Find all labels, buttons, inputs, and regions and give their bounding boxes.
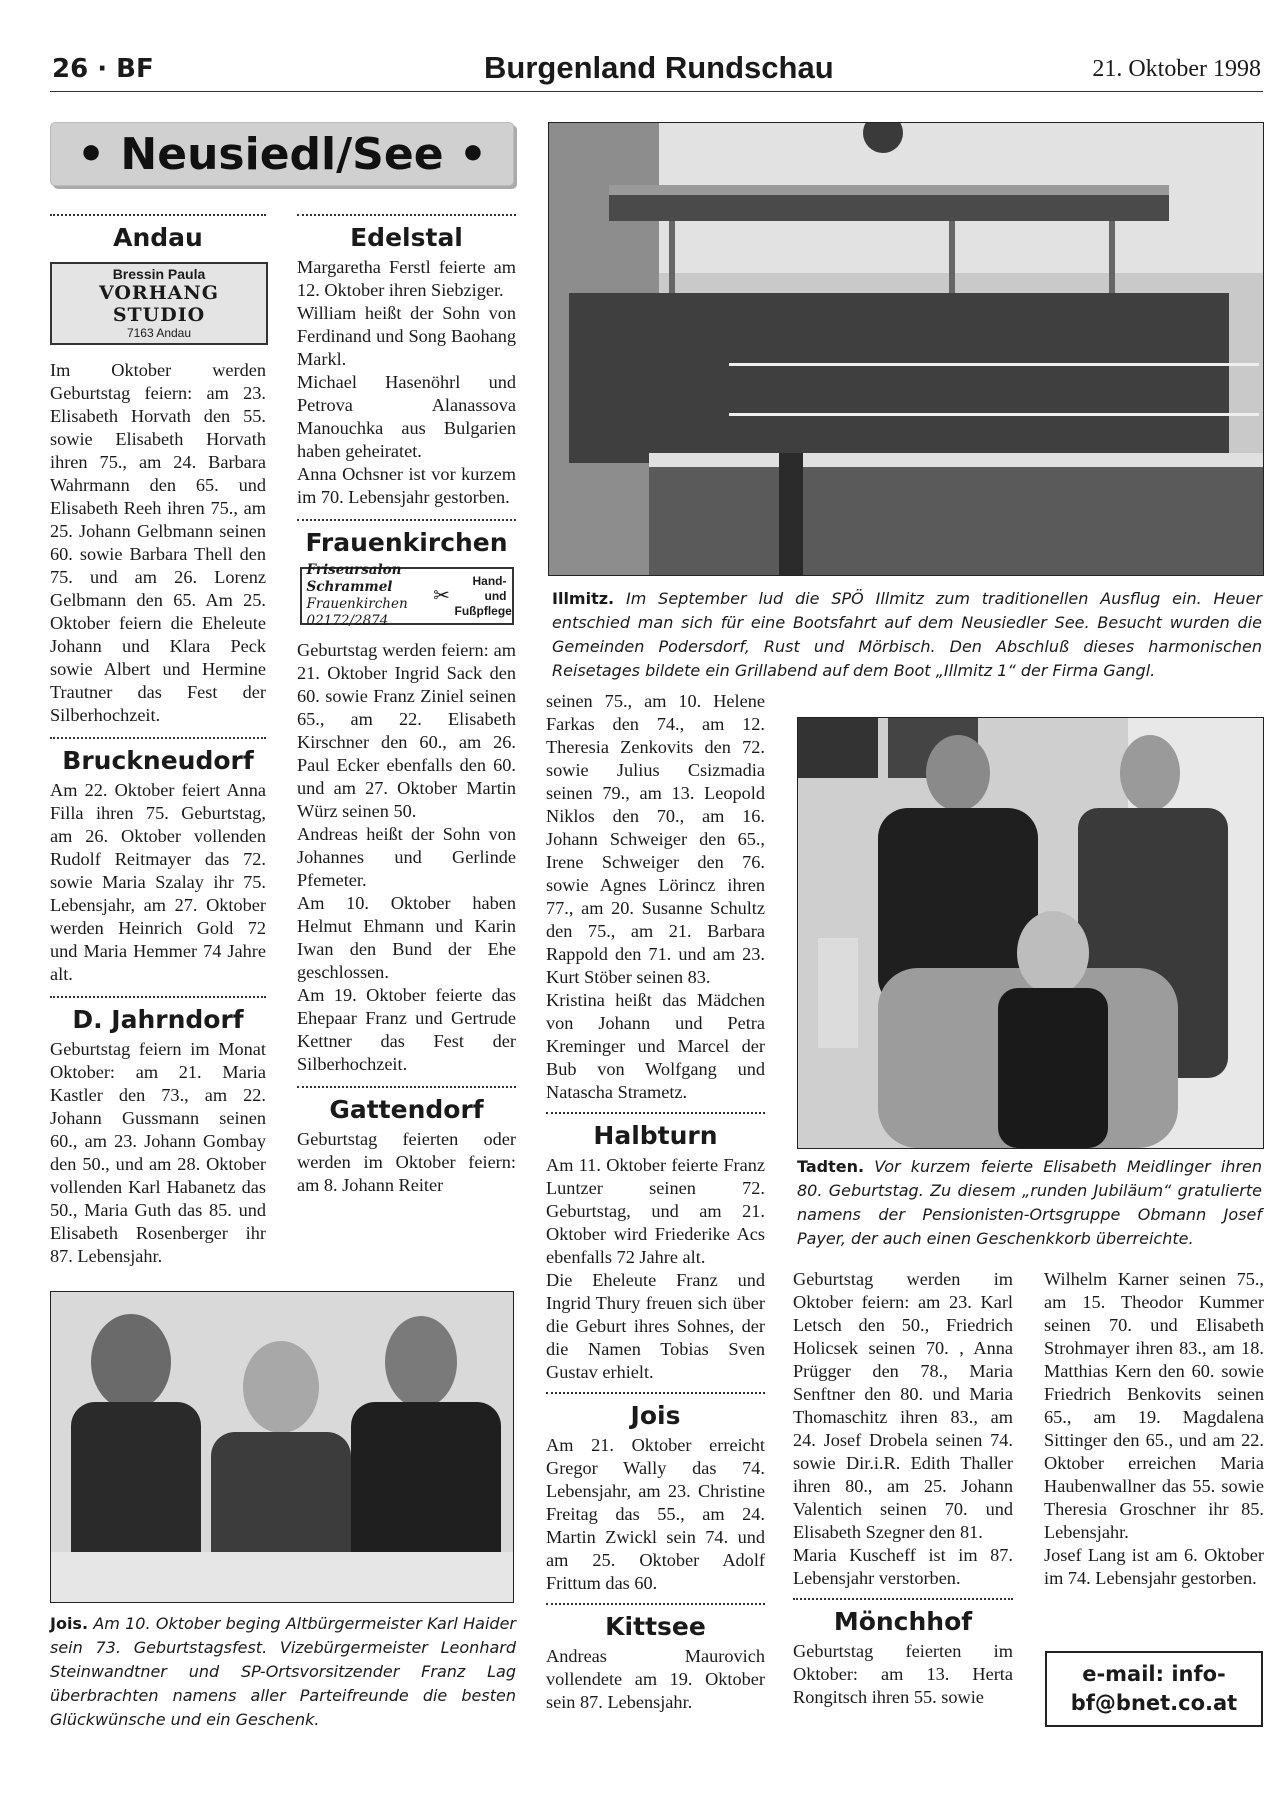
column-3 bbox=[546, 690, 765, 1714]
portrait-illustration bbox=[798, 718, 1263, 1148]
gattendorf-text: Geburtstag feierten oder werden im Oktober feiern: am 8. Johann Reiter bbox=[297, 1129, 516, 1195]
heading-gattendorf: Gattendorf bbox=[329, 1095, 484, 1124]
heading-d-jahrndorf: D. Jahrndorf bbox=[72, 1005, 244, 1034]
newspaper-title: Burgenland Rundschau bbox=[484, 50, 834, 85]
section-divider bbox=[546, 1392, 765, 1394]
edelstal-p1: Margaretha Ferstl feierte am 12. Oktober ihren Siebziger. bbox=[297, 257, 516, 300]
andau-text: Im Oktober werden Geburtstag feiern: am 23. Elisabeth Horvath den 55. sowie Elisabeth Horvath ihren 75., am 24. Barbara Wahrmann den 65. und Elisabeth Reeh ihren 75., am 25. Johann Gelbmann seinen 60. sowie Barbara Thell den 75. und am 26. Lorenz Gelbmann den 65. Am 25. Oktober feiern die Eheleute Johann und Klara Peck sowie Albert und Hermine Trautner das Fest der Silberhochzeit. bbox=[50, 360, 266, 725]
kittsee-text: Andreas Maurovich vollendete am 19. Oktober sein 87. Lebensjahr. bbox=[546, 1646, 765, 1712]
caption-illmitz-text: Im September lud die SPÖ Illmitz zum traditionellen Ausflug ein. Heuer entschied man sich für eine Bootsfahrt auf dem Neusiedler See. Besucht wurden die Gemeinden Podersdorf, Rust und Mörbisch. Den Abschluß dieses harmonischen Reisetages bildete ein Grillabend auf dem Boot „Illmitz 1“ der Firma Gangl. bbox=[552, 589, 1262, 680]
jois-text: Am 21. Oktober erreicht Gregor Wally das 74. Lebensjahr, am 23. Christine Freitag das 55., am 24. Martin Zwickl sein 74. und am 25. Oktober Adolf Frittum das 60. bbox=[546, 1435, 765, 1593]
heading-halbturn: Halbturn bbox=[593, 1121, 718, 1150]
section-divider bbox=[297, 1086, 516, 1088]
email-line-1: e-mail: info- bbox=[1082, 1662, 1226, 1686]
frauenkirchen-p1: Geburtstag werden feiern: am 21. Oktober Ingrid Sack den 60. sowie Franz Ziniel seinen 65., am 22. Elisabeth Kirschner den 60., am 26. Paul Ecker ebenfalls den 60. und am 27. Oktober Martin Würz seinen 50. bbox=[297, 640, 516, 821]
ad-salon-service: Hand- und Fußpflege bbox=[454, 573, 512, 618]
header-rule bbox=[50, 91, 1263, 92]
ad-salon-name bbox=[307, 562, 429, 630]
caption-illmitz bbox=[552, 587, 1262, 683]
gattendorf-cont-p2: Kristina heißt das Mädchen von Johann und Petra Kreminger und Marcel der Bub von Wolfgang und Natascha Strametz. bbox=[546, 990, 765, 1102]
birthdays-p2: Maria Kuscheff ist im 87. Lebensjahr verstorben. bbox=[793, 1545, 1013, 1588]
heading-moenchhof: Mönchhof bbox=[833, 1607, 973, 1636]
ad-friseursalon bbox=[300, 562, 514, 629]
email-line-2: bf@bnet.co.at bbox=[1070, 1691, 1238, 1715]
heading-bruckneudorf: Bruckneudorf bbox=[62, 746, 254, 775]
ad-salon-town: Frauenkirchen bbox=[306, 596, 408, 612]
caption-jois-place: Jois. bbox=[50, 1614, 89, 1633]
email-box[interactable] bbox=[1045, 1651, 1263, 1727]
frauenkirchen-p2: Andreas heißt der Sohn von Johannes und Gerlinde Pfemeter. bbox=[297, 824, 516, 890]
section-divider bbox=[50, 996, 266, 998]
frauenkirchen-p3: Am 10. Oktober haben Helmut Ehmann und Karin Iwan den Bund der Ehe geschlossen. bbox=[297, 893, 516, 982]
gattendorf-cont-p1: seinen 75., am 10. Helene Farkas den 74., am 12. Theresia Zenkovits den 72. sowie Julius Csizmadia seinen 79., am 13. Leopold Niklos den 70., am 16. Johann Schweiger den 65., Irene Schweiger den 76. sowie Agnes Lörincz ihren 77., am 20. Susanne Schultz den 75., am 21. Barbara Rappold den 71. und am 23. Kurt Stöber seinen 83. bbox=[546, 691, 765, 987]
photo-jois bbox=[50, 1291, 514, 1603]
caption-jois bbox=[50, 1612, 516, 1732]
ad-owner: Bressin Paula bbox=[112, 266, 206, 282]
section-divider bbox=[546, 1603, 765, 1605]
ad-business: VORHANG STUDIO bbox=[98, 282, 220, 326]
caption-tadten-text: Vor kurzem feierte Elisabeth Meidlinger ihren 80. Geburtstag. Zu diesem „runden Jubiläum“ gratulierte namens der Pensionisten-Ortsgruppe Obmann Josef Payer, der auch einen Geschenkkorb überreichte. bbox=[797, 1157, 1262, 1248]
caption-tadten-place: Tadten. bbox=[797, 1157, 865, 1176]
column-1 bbox=[50, 210, 266, 1268]
photo-tadten bbox=[797, 717, 1264, 1149]
ad-salon-title: Friseursalon Schrammel bbox=[306, 562, 402, 595]
d-jahrndorf-text: Geburtstag feiern im Monat Oktober: am 21. Maria Kastler den 73., am 22. Johann Gussmann seinen 60., am 23. Johann Gombay den 50., und am 28. Oktober vollenden Karl Habanetz das 50., Maria Guth das 85. und Elisabeth Rosenberger ihr 87. Lebensjahr. bbox=[50, 1039, 266, 1266]
caption-jois-text: Am 10. Oktober beging Altbürgermeister Karl Haider sein 73. Geburtstagsfest. Vizebürgermeister Leonhard Steinwandtner und SP-Ortsvorsitzender Franz Lag überbrachten namens aller Parteifreunde die besten Glückwünsche und ein Geschenk. bbox=[50, 1614, 516, 1729]
ad-salon-phone: 02172/2874 bbox=[306, 613, 389, 629]
heading-kittsee: Kittsee bbox=[605, 1612, 706, 1641]
column-2 bbox=[297, 210, 516, 1197]
column-4 bbox=[793, 1268, 1013, 1709]
birthdays-p1: Geburtstag werden im Oktober feiern: am 23. Karl Letsch den 50., Friedrich Holicsek seinen 70. , Anna Prügger den 78., Maria Senftner den 80. und Maria Thomaschitz ihren 83., am 24. Josef Drobela seinen 74. sowie Dir.i.R. Edith Thaller ihren 80., am 25. Johann Valentich seinen 70. und Elisabeth Szegner den 81. bbox=[793, 1269, 1013, 1542]
halbturn-p1: Am 11. Oktober feierte Franz Luntzer seinen 72. Geburtstag, und am 21. Oktober wird Friederike Acs ebenfalls 72 Jahre alt. bbox=[546, 1155, 765, 1267]
edelstal-p4: Anna Ochsner ist vor kurzem im 70. Lebensjahr gestorben. bbox=[297, 464, 516, 507]
caption-tadten bbox=[797, 1155, 1262, 1251]
column-5 bbox=[1044, 1268, 1264, 1590]
photo-illmitz-boat bbox=[548, 122, 1264, 576]
halbturn-p2: Die Eheleute Franz und Ingrid Thury freuen sich über die Geburt ihres Sohnes, der die Namen Tobias Sven Gustav erhielt. bbox=[546, 1270, 765, 1382]
scissors-icon: ✂ bbox=[433, 584, 450, 607]
section-title: • Neusiedl/See • bbox=[50, 122, 514, 186]
heading-jois: Jois bbox=[630, 1401, 681, 1430]
edelstal-p2: William heißt der Sohn von Ferdinand und Song Baohang Markl. bbox=[297, 303, 516, 369]
boat-illustration bbox=[549, 123, 1263, 575]
section-divider bbox=[50, 737, 266, 739]
section-divider bbox=[793, 1598, 1013, 1600]
moenchhof-text: Geburtstag feierten im Oktober: am 13. Herta Rongitsch ihren 55. sowie bbox=[793, 1641, 1013, 1707]
group-illustration bbox=[51, 1292, 513, 1602]
heading-andau: Andau bbox=[113, 223, 203, 252]
edelstal-p3: Michael Hasenöhrl und Petrova Alanassova Manouchka aus Bulgarien haben geheiratet. bbox=[297, 372, 516, 461]
ad-location: 7163 Andau bbox=[126, 326, 192, 340]
section-divider bbox=[297, 519, 516, 521]
frauenkirchen-p4: Am 19. Oktober feierte das Ehepaar Franz und Gertrude Kettner das Fest der Silberhochzeit. bbox=[297, 985, 516, 1074]
bruckneudorf-text: Am 22. Oktober feiert Anna Filla ihren 75. Geburtstag, am 26. Oktober vollenden Rudolf Reitmayer das 72. sowie Maria Szalay ihr 75. Lebensjahr, am 27. Oktober werden Heinrich Gold 72 und Maria Hemmer 74 Jahre alt. bbox=[50, 780, 266, 984]
heading-frauenkirchen: Frauenkirchen bbox=[305, 528, 508, 557]
section-divider bbox=[50, 214, 266, 216]
page-number: 26 · BF bbox=[52, 54, 154, 84]
ad-vorhang-studio bbox=[50, 262, 268, 345]
col6-p1: Wilhelm Karner seinen 75., am 15. Theodor Kummer seinen 70. und Elisabeth Strohmayer ihren 83., am 18. Matthias Kern den 60. sowie Friedrich Benkovits seinen 65., am 19. Magdalena Sittinger den 65., und am 22. Oktober erreichen Maria Haubenwallner das 55. sowie Theresia Groschner ihr 85. Lebensjahr. bbox=[1044, 1269, 1264, 1542]
heading-edelstal: Edelstal bbox=[350, 223, 463, 252]
section-divider bbox=[546, 1112, 765, 1114]
caption-illmitz-place: Illmitz. bbox=[552, 589, 615, 608]
issue-date: 21. Oktober 1998 bbox=[1092, 56, 1261, 82]
section-divider bbox=[297, 214, 516, 216]
col6-p2: Josef Lang ist am 6. Oktober im 74. Lebensjahr gestorben. bbox=[1044, 1545, 1264, 1588]
